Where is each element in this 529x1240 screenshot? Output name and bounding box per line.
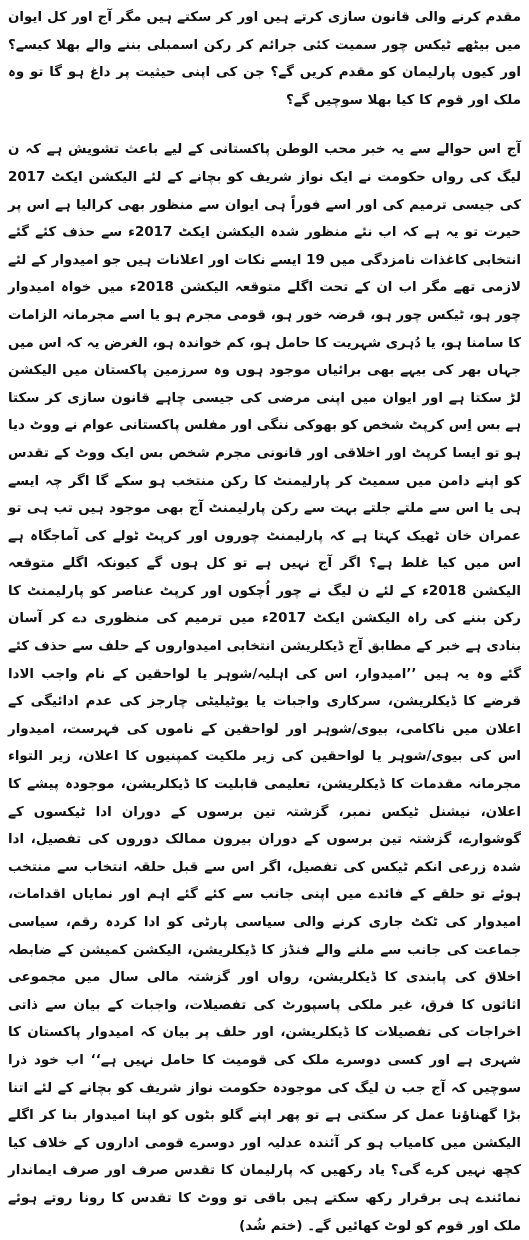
article-paragraph-intro: مقدم کرنے والی قانون سازی کرتے ہیں اور کر سکتے ہیں مگر آج اور کل ایوان میں بیٹھے ٹیکس چور سمیت کئی جرائم کر رکن اسمبلی بننے والے بھلا کیسے؟ اور کیوں پارلیمان کو مقدم کریں گے؟ جن کی اپنی حیثیت پر داغ ہو گا تو وہ ملک اور قوم کا کیا بھلا سوچیں گے؟ — [8, 10, 521, 108]
article-paragraph-body: آج اس حوالے سے یہ خبر محب الوطن پاکستانی کے لیے باعث تشویش ہے کہ ن لیگ کی رواں حکومت نے ایک نواز شریف کو بچانے کے لئے الیکشن ایکٹ 2017 کی جیسی ترمیم کی اور اسے فوراً ہی ایوان سے منظور بھی کرالیا ہے اس پر حیرت تو یہ ہے کہ اب نئے منظور شدہ الیکشن ایکٹ 2017ء سے حذف کئے گئے انتخابی کاغذات نامزدگی میں 19 ایسے نکات اور اعلانات ہیں جو امیدوار کے لئے لازمی تھے مگر اب ان کے تحت اگلے متوقعہ الیکشن 2018ء میں خواہ امیدوار چور ہو، ٹیکس چور ہو، قرضہ خور ہو، قومی مجرم ہو یا اسے مجرمانہ الزامات کا سامنا ہو، یا دُہری شہریت کا حامل ہو، کم خواندہ ہو، الغرض یہ کہ اس میں جہاں بھر کی بیہے بھی برائیاں موجود ہوں وہ سرزمین پاکستان میں الیکشن لڑ سکتا ہے اور ایوان میں اپنی مرضی کی جیسی چاہے قانون سازی کر سکتا ہے بس اِس کرپٹ شخص کو بھوکی ننگی اور مفلس پاکستانی عوام نے ووٹ دیا ہو تو ایسا کرپٹ اور اخلاقی اور قانونی مجرم شخص بس ایک ووٹ کے تقدس کو اپنے دامن میں سمیٹ کر پارلیمنٹ کا رکن منتخب ہو سکے گا اگر چہ ایسے ہی یا اس سے ملتے جلتے بہت سے رکن پارلیمنٹ آج بھی موجود ہیں تب ہی تو عمران خان ٹھیک کہتا ہے کہ پارلیمنٹ چوروں اور کرپٹ ٹولے کی آماجگاہ ہے اس میں کیا غلط ہے؟ اگر آج نہیں ہے تو کل ہوں گے کیونکہ اگلے متوقعہ الیکشن 2018ء کے لئے ن لیگ نے چور اُچکوں اور کرپٹ عناصر کو پارلیمنٹ کا رکن بننے کی راہ الیکشن ایکٹ 2017ء میں ترمیم کی منظوری دے کر آسان بنادی ہے خبر کے مطابق آج ڈیکلریشن انتخابی امیدواروں کے حلف سے حذف کئے گئے وہ یہ ہیں ’’امیدوار، اس کی اہلیہ/شوہر یا لواحقین کے نام واجب الادا قرضے کا ڈیکلریشن، سرکاری واجبات یا یوٹیلیٹی چارجز کی عدم ادائیگی کے اعلان میں ناکامی، بیوی/شوہر اور لواحقین کے ناموں کی فہرست، امیدوار اس کی بیوی/شوہر یا لواحقین کی زیر ملکیت کمپنیوں کا اعلان، زیر التواء مجرمانہ مقدمات کا ڈیکلریشن، تعلیمی قابلیت کا ڈیکلریشن، موجودہ پیشے کا اعلان، نیشنل ٹیکس نمبر، گزشتہ تین برسوں کے دوران ادا ٹیکسوں کے گوشوارے، گزشتہ تین برسوں کے دوران بیرون ممالک دوروں کی تفصیل، ادا شدہ زرعی انکم ٹیکس کی تفصیل، اگر اس سے قبل حلقہ انتخاب سے منتخب ہوئے تو حلقے کے فائدے میں اپنی جانب سے کئے گئے اہم اور نمایاں اقدامات، امیدوار کی ٹکٹ جاری کرنے والی سیاسی پارٹی کو ادا کردہ رقم، سیاسی جماعت کی جانب سے ملنے والے فنڈز کا ڈیکلریشن، الیکشن کمیشن کے ضابطہ اخلاق کی پابندی کا ڈیکلریشن، رواں اور گزشتہ مالی سال میں مجموعی اثاثوں کا فرق، غیر ملکی پاسپورٹ کی تفصیلات، واجبات کے بیان سے ذاتی اخراجات کی تفصیلات کا ڈیکلریشن، اور حلف پر بیان کہ امیدوار پاکستان کا شہری ہے اور کسی دوسرے ملک کی قومیت کا حامل نہیں ہے‘‘ اب خود ذرا سوچیں کہ آج جب ن لیگ کی موجودہ حکومت نواز شریف کو بچانے کے لئے اتنا بڑا گھناؤنا عمل کر سکتی ہے تو پھر اپنے گلو بٹوں کو اپنا امیدوار بنا کر اگلے الیکشن میں کامیاب ہو کر آئندہ عدلیہ اور دوسرے قومی اداروں کے خلاف کیا کچھ نہیں کرے گی؟ یاد رکھیں کہ پارلیمان کا تقدس صرف اور صرف ایماندار نمائندے ہی برقرار رکھ سکتے ہیں باقی تو ووٹ کا تقدس کا رونا روتے ہوئے ملک اور قوم کو لوٹ کھائیں گے۔ (ختم شُد) — [8, 142, 521, 1234]
